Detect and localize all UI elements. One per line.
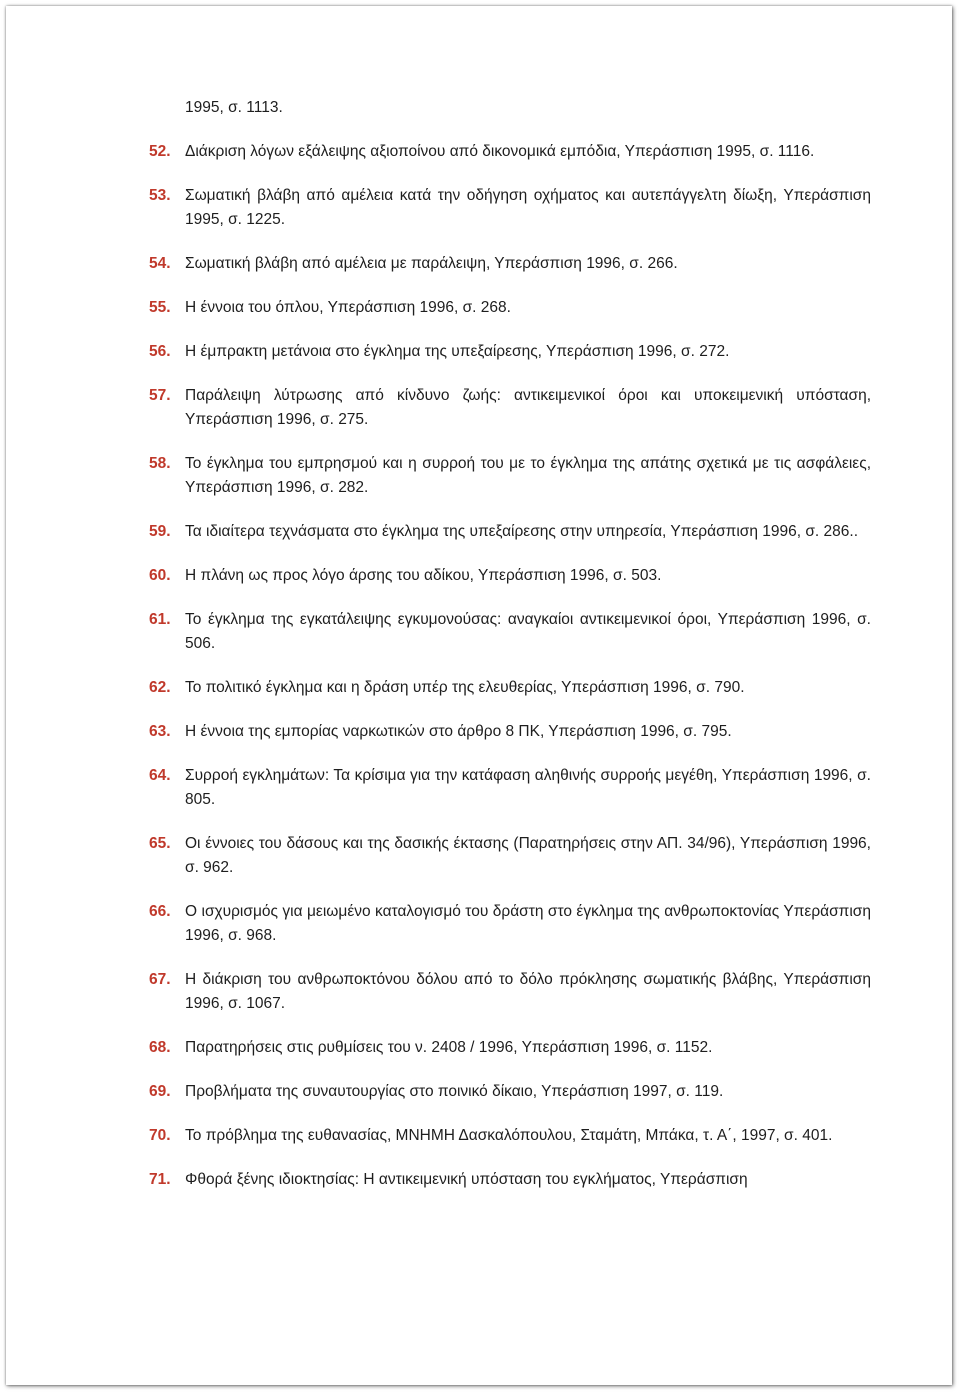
list-item [149,1036,871,1060]
item-number: 52. [149,143,171,160]
item-number: 68. [149,1039,171,1056]
item-number: 65. [149,835,171,852]
item-text: Τα ιδιαίτερα τεχνάσματα στο έγκλημα της υπεξαίρεσης στην υπηρεσία, Υπεράσπιση 1996, σ. 286.. [185,523,859,540]
item-text: Η πλάνη ως προς λόγο άρσης του αδίκου, Υπεράσπιση 1996, σ. 503. [185,567,662,584]
list-item [149,296,871,320]
item-number: 58. [149,455,171,472]
item-number: 56. [149,343,171,360]
item-text: Η έννοια του όπλου, Υπεράσπιση 1996, σ. 268. [185,299,511,316]
item-number: 71. [149,1171,171,1188]
item-text: Η έμπρακτη μετάνοια στο έγκλημα της υπεξαίρεσης, Υπεράσπιση 1996, σ. 272. [185,343,730,360]
item-text: Η έννοια της εμπορίας ναρκωτικών στο άρθρο 8 ΠΚ, Υπεράσπιση 1996, σ. 795. [185,723,732,740]
item-number: 57. [149,387,171,404]
list-item [149,252,871,276]
item-number: 62. [149,679,171,696]
list-item [149,764,871,812]
item-text: Προβλήματα της συναυτουργίας στο ποινικό δίκαιο, Υπεράσπιση 1997, σ. 119. [185,1083,724,1100]
reference-list [149,96,871,1192]
continuation-line: 1995, σ. 1113. [185,99,283,116]
list-item [149,832,871,880]
item-text: Ο ισχυρισμός για μειωμένο καταλογισμό του δράστη στο έγκλημα της ανθρωποκτονίας Υπεράσπιση 1996, σ. 968. [185,903,871,944]
list-item [149,184,871,232]
item-text: Οι έννοιες του δάσους και της δασικής έκτασης (Παρατηρήσεις στην ΑΠ. 34/96), Υπεράσπιση 1996, σ. 962. [185,835,871,876]
item-number: 66. [149,903,171,920]
item-text: Διάκριση λόγων εξάλειψης αξιοποίνου από δικονομικά εμπόδια, Υπεράσπιση 1995, σ. 1116. [185,143,815,160]
list-item [149,900,871,948]
list-item [149,520,871,544]
item-number: 54. [149,255,171,272]
item-text: Η διάκριση του ανθρωποκτόνου δόλου από το δόλο πρόκλησης σωματικής βλάβης, Υπεράσπιση 1996, σ. 1067. [185,971,871,1012]
list-item [149,1168,871,1192]
list-item [149,608,871,656]
list-item [149,452,871,500]
list-item [149,720,871,744]
list-item [149,140,871,164]
item-number: 60. [149,567,171,584]
item-text: Φθορά ξένης ιδιοκτησίας: Η αντικειμενική υπόσταση του εγκλήματος, Υπεράσπιση [185,1171,748,1188]
list-item [149,340,871,364]
document-page [6,6,952,1385]
item-number: 70. [149,1127,171,1144]
list-item [149,968,871,1016]
item-text: Το έγκλημα της εγκατάλειψης εγκυμονούσας: αναγκαίοι αντικειμενικοί όροι, Υπεράσπιση 1996, σ. 506. [185,611,871,652]
item-number: 55. [149,299,171,316]
item-number: 61. [149,611,171,628]
list-item [149,564,871,588]
item-text: Συρροή εγκλημάτων: Τα κρίσιμα για την κατάφαση αληθινής συρροής μεγέθη, Υπεράσπιση 1996, σ. 805. [185,767,871,808]
item-number: 64. [149,767,171,784]
item-text: Σωματική βλάβη από αμέλεια με παράλειψη, Υπεράσπιση 1996, σ. 266. [185,255,678,272]
item-text: Παρατηρήσεις στις ρυθμίσεις του ν. 2408 / 1996, Υπεράσπιση 1996, σ. 1152. [185,1039,713,1056]
item-number: 59. [149,523,171,540]
list-item [149,384,871,432]
item-number: 63. [149,723,171,740]
list-item [149,676,871,700]
item-text: Το πολιτικό έγκλημα και η δράση υπέρ της ελευθερίας, Υπεράσπιση 1996, σ. 790. [185,679,745,696]
item-text: Το έγκλημα του εμπρησμού και η συρροή του με το έγκλημα της απάτης σχετικά με τις ασφάλειες, Υπεράσπιση 1996, σ. 282. [185,455,871,496]
item-number: 67. [149,971,171,988]
list-item [149,1124,871,1148]
item-text: Σωματική βλάβη από αμέλεια κατά την οδήγηση οχήματος και αυτεπάγγελτη δίωξη, Υπεράσπιση 1995, σ. 1225. [185,187,871,228]
item-number: 69. [149,1083,171,1100]
list-item [149,1080,871,1104]
item-text: Το πρόβλημα της ευθανασίας, ΜΝΗΜΗ Δασκαλόπουλου, Σταμάτη, Μπάκα, τ. Α΄, 1997, σ. 401. [185,1127,833,1144]
item-text: Παράλειψη λύτρωσης από κίνδυνο ζωής: αντικειμενικοί όροι και υποκειμενική υπόσταση, Υπεράσπιση 1996, σ. 275. [185,387,871,428]
item-number: 53. [149,187,171,204]
